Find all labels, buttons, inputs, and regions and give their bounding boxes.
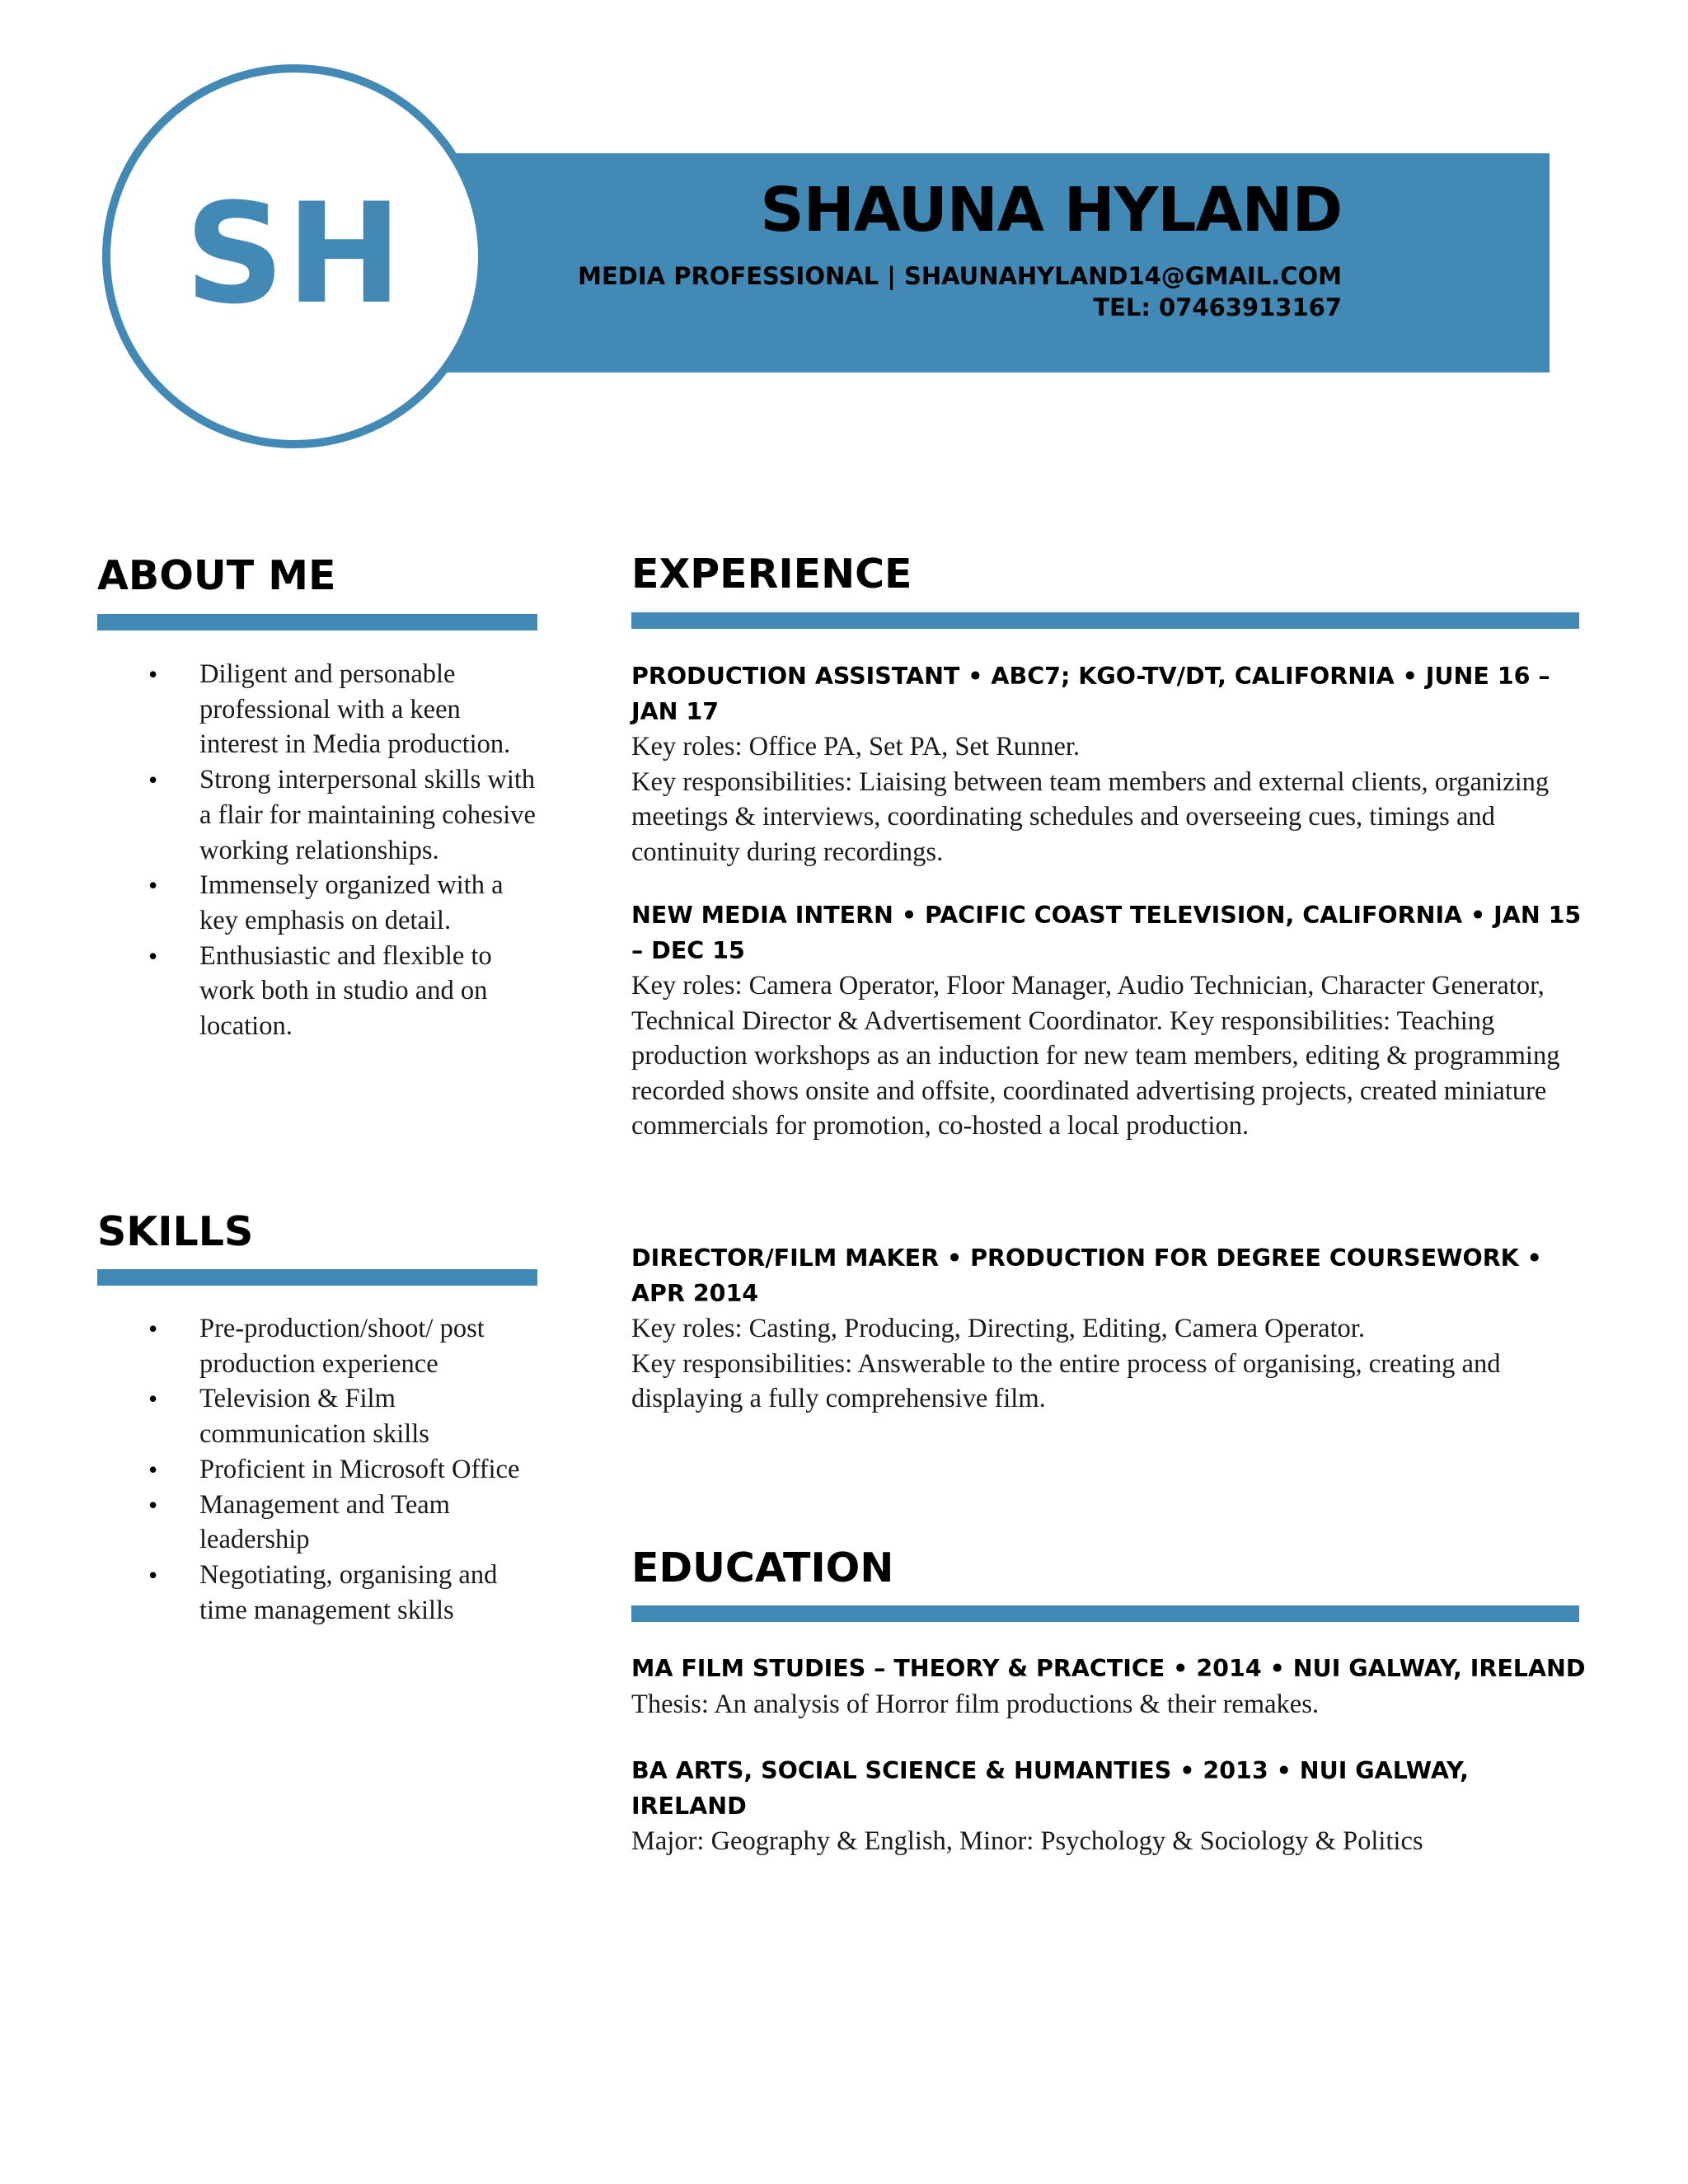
education-rule (631, 1605, 1579, 1622)
education-entry (631, 1652, 1587, 1722)
candidate-name: SHAUNA HYLAND (760, 175, 1342, 246)
list-item: • Management and Team leadership (148, 1488, 544, 1558)
monogram: SH (185, 173, 404, 335)
entry-body: Major: Geography & English, Minor: Psychology & Sociology & Politics (631, 1826, 1423, 1856)
about-list (148, 657, 544, 1044)
entry-heading: MA FILM STUDIES – THEORY & PRACTICE • 2014 • NUI GALWAY, IRELAND (631, 1655, 1586, 1682)
skills-rule (97, 1269, 537, 1286)
list-item: • Immensely organized with a key emphasis on detail. (148, 868, 544, 938)
entry-body: Key roles: Camera Operator, Floor Manager, Audio Technician, Character Generator, Technical Director & Advertisement Coordinator. Key responsibilities: Teaching production workshops as an induction for new team members, editing & programming recorded shows onsite and offsite, coordinated advertising projects, created miniature commercials for promotion, co-hosted a local production. (631, 971, 1560, 1141)
contact-line-phone: TEL: 07463913167 (1093, 293, 1342, 321)
experience-entry (631, 898, 1587, 1144)
list-item: • Diligent and personable professional with a keen interest in Media production. (148, 657, 544, 762)
contact-line-title-email: MEDIA PROFESSIONAL | SHAUNAHYLAND14@GMAIL.COM (578, 262, 1342, 290)
experience-rule (631, 612, 1579, 629)
about-title: ABOUT ME (97, 552, 336, 599)
experience-entry (631, 659, 1587, 869)
skills-list (148, 1311, 544, 1628)
list-item: • Television & Film communication skills (148, 1381, 544, 1451)
list-item: • Proficient in Microsoft Office (148, 1452, 544, 1488)
list-item: • Strong interpersonal skills with a flair for maintaining cohesive working relationships. (148, 762, 544, 868)
entry-heading: DIRECTOR/FILM MAKER • PRODUCTION FOR DEGREE COURSEWORK • APR 2014 (631, 1244, 1542, 1307)
list-item: • Negotiating, organising and time management skills (148, 1558, 544, 1628)
about-rule (97, 614, 537, 630)
entry-body: Key roles: Casting, Producing, Directing, Editing, Camera Operator. Key responsibilities: Answerable to the entire process of organising, creating and displaying a fully comprehensive film. (631, 1314, 1501, 1413)
list-item: • Pre-production/shoot/ post production experience (148, 1311, 544, 1381)
entry-body: Thesis: An analysis of Horror film productions & their remakes. (631, 1689, 1320, 1719)
list-item: • Enthusiastic and flexible to work both in studio and on location. (148, 939, 544, 1044)
entry-heading: NEW MEDIA INTERN • PACIFIC COAST TELEVISION, CALIFORNIA • JAN 15 – DEC 15 (631, 902, 1582, 964)
skills-title: SKILLS (97, 1208, 254, 1255)
education-entry (631, 1754, 1587, 1859)
entry-heading: PRODUCTION ASSISTANT • ABC7; KGO-TV/DT, CALIFORNIA • JUNE 16 – JAN 17 (631, 663, 1550, 725)
experience-title: EXPERIENCE (631, 551, 912, 598)
education-title: EDUCATION (631, 1544, 894, 1591)
experience-entry (631, 1241, 1587, 1417)
entry-heading: BA ARTS, SOCIAL SCIENCE & HUMANTIES • 2013 • NUI GALWAY, IRELAND (631, 1757, 1469, 1820)
monogram-badge (102, 64, 486, 448)
entry-body: Key roles: Office PA, Set PA, Set Runner. Key responsibilities: Liaising between team members and external clients, organizing meetings & interviews, coordinating schedules and overseeing cues, timings and continuity during recordings. (631, 732, 1550, 867)
